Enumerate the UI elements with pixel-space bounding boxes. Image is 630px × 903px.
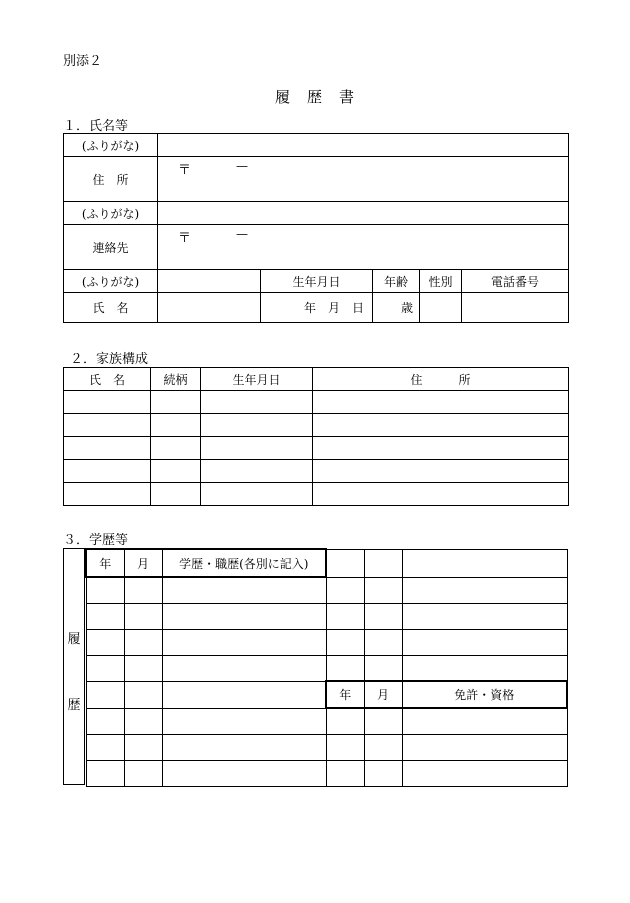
table-row [64, 437, 569, 460]
history-cell[interactable] [402, 655, 567, 681]
history-cell[interactable] [124, 577, 162, 603]
history-table [85, 548, 568, 787]
furigana-label: (ふりがな) [64, 134, 158, 157]
family-cell[interactable] [151, 391, 201, 414]
history-cell[interactable] [162, 708, 326, 734]
history-cell[interactable] [364, 577, 402, 603]
personal-info-table [63, 133, 569, 323]
postal-mark-icon: 〒 [178, 163, 192, 178]
address-label: 住 所 [64, 157, 158, 202]
history-block [63, 548, 566, 785]
phone-label: 電話番号 [462, 270, 569, 293]
history-cell[interactable] [86, 577, 124, 603]
license-cell[interactable] [326, 760, 364, 786]
contact-label: 連絡先 [64, 225, 158, 270]
furigana-label: (ふりがな) [64, 202, 158, 225]
history-cell[interactable] [162, 603, 326, 629]
name-field[interactable] [158, 293, 261, 323]
history-cell[interactable] [326, 603, 364, 629]
history-cell[interactable] [86, 681, 124, 708]
history-cell[interactable] [402, 577, 567, 603]
gender-field[interactable] [420, 293, 462, 323]
history-cell[interactable] [326, 577, 364, 603]
history-cell[interactable] [326, 549, 364, 577]
table-row [64, 391, 569, 414]
license-col-year: 年 [326, 681, 364, 708]
history-cell[interactable] [124, 760, 162, 786]
history-cell[interactable] [124, 734, 162, 760]
table-row [86, 760, 567, 786]
family-cell[interactable] [201, 414, 313, 437]
history-cell[interactable] [162, 577, 326, 603]
table-row [86, 655, 567, 681]
contact-furigana-field[interactable] [158, 202, 569, 225]
history-side-label-bottom: 歴 [67, 698, 81, 713]
name-label: 氏 名 [64, 293, 158, 323]
license-col-detail: 免許・資格 [402, 681, 567, 708]
furigana-label: (ふりがな) [64, 270, 158, 293]
history-cell[interactable] [326, 655, 364, 681]
family-cell[interactable] [64, 391, 151, 414]
family-cell[interactable] [151, 437, 201, 460]
history-col-detail: 学歴・職歴(各別に記入) [162, 549, 326, 577]
license-cell[interactable] [364, 760, 402, 786]
table-row [86, 734, 567, 760]
license-cell[interactable] [364, 708, 402, 734]
history-cell[interactable] [402, 629, 567, 655]
family-cell[interactable] [151, 483, 201, 506]
history-cell[interactable] [124, 681, 162, 708]
family-col-birthdate: 生年月日 [201, 368, 313, 391]
table-row [64, 414, 569, 437]
history-cell[interactable] [124, 629, 162, 655]
family-cell[interactable] [313, 391, 569, 414]
history-cell[interactable] [86, 734, 124, 760]
table-row [86, 603, 567, 629]
address-furigana-field[interactable] [158, 134, 569, 157]
license-cell[interactable] [326, 708, 364, 734]
history-cell[interactable] [86, 655, 124, 681]
birthdate-label: 生年月日 [261, 270, 373, 293]
history-cell[interactable] [364, 629, 402, 655]
table-row [86, 629, 567, 655]
license-cell[interactable] [402, 708, 567, 734]
table-row [64, 483, 569, 506]
phone-field[interactable] [462, 293, 569, 323]
postal-dash: — [236, 159, 248, 173]
section2-heading: ２．家族構成 [70, 352, 149, 367]
family-cell[interactable] [313, 414, 569, 437]
history-cell[interactable] [86, 629, 124, 655]
history-cell[interactable] [402, 603, 567, 629]
history-cell[interactable] [162, 681, 326, 708]
address-field[interactable] [158, 157, 569, 202]
family-cell[interactable] [313, 483, 569, 506]
page-title: 履 歴 書 [274, 88, 355, 106]
section3-heading: ３．学歴等 [63, 533, 129, 548]
history-cell[interactable] [326, 629, 364, 655]
name-furigana-field[interactable] [158, 270, 261, 293]
postal-dash: — [236, 227, 248, 241]
license-col-month: 月 [364, 681, 402, 708]
family-cell[interactable] [64, 414, 151, 437]
family-table [63, 367, 569, 506]
license-cell[interactable] [402, 760, 567, 786]
history-cell[interactable] [364, 603, 402, 629]
family-col-address: 住 所 [313, 368, 569, 391]
table-row [86, 708, 567, 734]
family-cell[interactable] [201, 391, 313, 414]
table-row [86, 577, 567, 603]
gender-label: 性別 [420, 270, 462, 293]
history-cell[interactable] [86, 603, 124, 629]
birthdate-field[interactable]: 年 月 日 [261, 293, 373, 323]
history-col-year: 年 [86, 549, 124, 577]
family-cell[interactable] [64, 460, 151, 483]
family-cell[interactable] [64, 437, 151, 460]
license-cell[interactable] [402, 734, 567, 760]
history-cell[interactable] [124, 603, 162, 629]
family-cell[interactable] [151, 414, 201, 437]
history-cell[interactable] [162, 760, 326, 786]
history-cell[interactable] [402, 549, 567, 577]
history-cell[interactable] [162, 655, 326, 681]
history-side-label-top: 履 [67, 632, 81, 647]
history-cell[interactable] [162, 734, 326, 760]
family-cell[interactable] [64, 483, 151, 506]
family-col-relation: 続柄 [151, 368, 201, 391]
history-side-column [63, 548, 85, 785]
family-cell[interactable] [313, 460, 569, 483]
section1-heading: １．氏名等 [63, 119, 129, 134]
family-cell[interactable] [201, 460, 313, 483]
family-cell[interactable] [201, 483, 313, 506]
history-cell[interactable] [124, 655, 162, 681]
history-col-month: 月 [124, 549, 162, 577]
age-field[interactable]: 歳 [373, 293, 420, 323]
postal-mark-icon: 〒 [178, 231, 192, 246]
history-cell[interactable] [364, 655, 402, 681]
history-cell[interactable] [86, 760, 124, 786]
family-cell[interactable] [151, 460, 201, 483]
attachment-label: 別添２ [63, 54, 103, 69]
license-cell[interactable] [326, 734, 364, 760]
history-cell[interactable] [124, 708, 162, 734]
family-cell[interactable] [313, 437, 569, 460]
family-col-name: 氏 名 [64, 368, 151, 391]
table-row [64, 460, 569, 483]
age-label: 年齢 [373, 270, 420, 293]
license-cell[interactable] [364, 734, 402, 760]
history-cell[interactable] [364, 549, 402, 577]
family-cell[interactable] [201, 437, 313, 460]
contact-field[interactable] [158, 225, 569, 270]
history-cell[interactable] [162, 629, 326, 655]
history-cell[interactable] [86, 708, 124, 734]
